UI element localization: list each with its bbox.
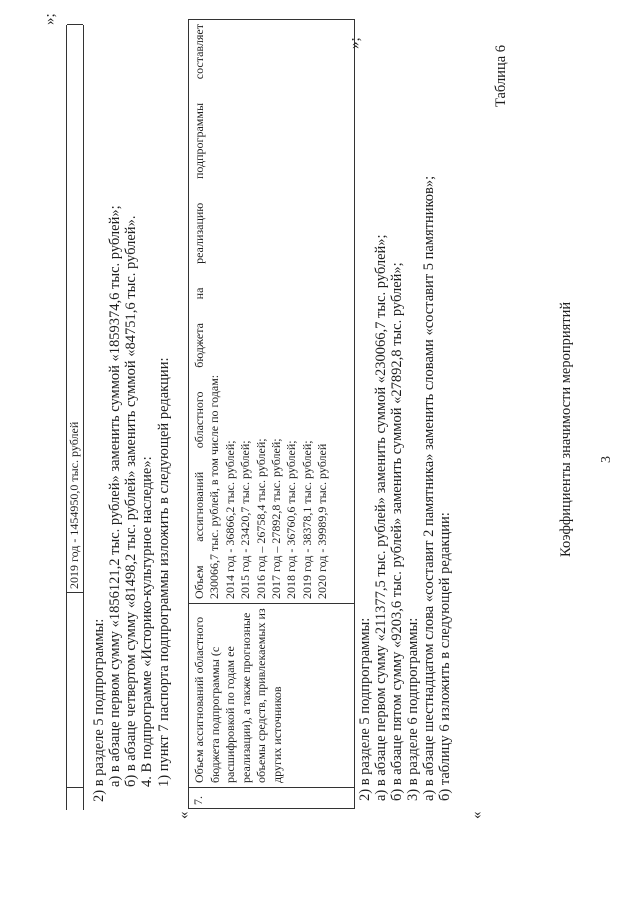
passport-table: [188, 19, 355, 809]
table-rule: [189, 787, 354, 788]
amendment-line: б) таблицу 6 изложить в следующей редакции:: [437, 512, 453, 801]
label-line: реализации), а также прогнозные: [238, 612, 253, 783]
label-line: Объем ассигнований областного: [192, 616, 206, 783]
amendment-line: а) в абзаце первом сумму «1856121,2 тыс. рублей» заменить суммой «1859374,6 тыс. рублей»;: [107, 205, 123, 787]
top-table-cell: 2019 год - 1454950,0 тыс. рублей: [67, 421, 81, 589]
page-number: 3: [599, 456, 614, 463]
label-line: объемы средств, привлекаемых из: [254, 608, 268, 783]
amendment-line: 2) в разделе 5 подпрограммы:: [357, 617, 373, 801]
table-rule: [189, 19, 354, 20]
amendment-line: 4. В подпрограмме «Историко-культурное наследие»:: [139, 456, 155, 787]
table-rule: [67, 592, 83, 593]
value-line: 2017 год – 27892,8 тыс. рублей;: [269, 438, 284, 599]
value-line: 2018 год - 36760,6 тыс. рублей;: [284, 440, 299, 599]
amendment-line: а) в абзаце шестнадцатом слова «составит 2 памятника» заменить словами «составит 5 памятников»;: [421, 175, 437, 801]
amendment-line: а) в абзаце первом сумму «211377,5 тыс. рублей» заменить суммой «230066,7 тыс. рублей»;: [373, 234, 389, 801]
label-line: расшифровкой по годам ее: [223, 646, 237, 783]
value-line: 2020 год - 39989,9 тыс. рублей: [315, 443, 330, 599]
table-rule: [189, 808, 354, 809]
amendment-line: 1) пункт 7 паспорта подпрограммы изложить в следующей редакции:: [156, 357, 172, 787]
amendment-line: 3) в разделе 6 подпрограммы:: [405, 617, 421, 801]
value-intro: Объем ассигнований областного бюджета на реализацию подпрограммы составляет: [192, 24, 206, 599]
opening-quote: «: [469, 811, 485, 819]
value-line: 2015 год - 23420,7 тыс. рублей;: [238, 440, 253, 599]
amendment-line: 2) в разделе 5 подпрограммы:: [91, 618, 107, 802]
opening-quote: «: [176, 811, 192, 819]
closing-quote: »;: [347, 37, 363, 49]
table-rule: [189, 603, 354, 604]
value-line: 230066,7 тыс. рублей, в том числе по годам:: [207, 374, 222, 599]
table-rule: [67, 24, 83, 25]
table-rule: [67, 787, 83, 788]
top-table-fragment: [66, 25, 84, 810]
row-number: 7.: [191, 796, 205, 805]
closing-quote: »;: [42, 13, 58, 25]
label-line: других источников: [269, 686, 284, 783]
value-line: 2016 год – 26758,4 тыс. рублей;: [253, 438, 268, 599]
value-line: 2014 год - 36866,2 тыс. рублей;: [222, 440, 237, 599]
value-line: 2019 год - 38378,1 тыс. рублей;: [299, 440, 314, 599]
amendment-line: б) в абзаце четвертом сумму «81498,2 тыс. рублей» заменить суммой «84751,6 тыс. рублей».: [123, 215, 139, 787]
amendment-line: б) в абзаце пятом сумму «9203,6 тыс. рублей» заменить суммой «27892,8 тыс. рублей»;: [389, 262, 405, 801]
label-line: бюджета подпрограммы (с: [207, 646, 222, 783]
section-heading: Коэффициенты значимости мероприятий: [558, 301, 574, 557]
table-caption: Таблица 6: [493, 44, 509, 107]
row-value: [192, 24, 331, 599]
row-label: [192, 609, 285, 783]
